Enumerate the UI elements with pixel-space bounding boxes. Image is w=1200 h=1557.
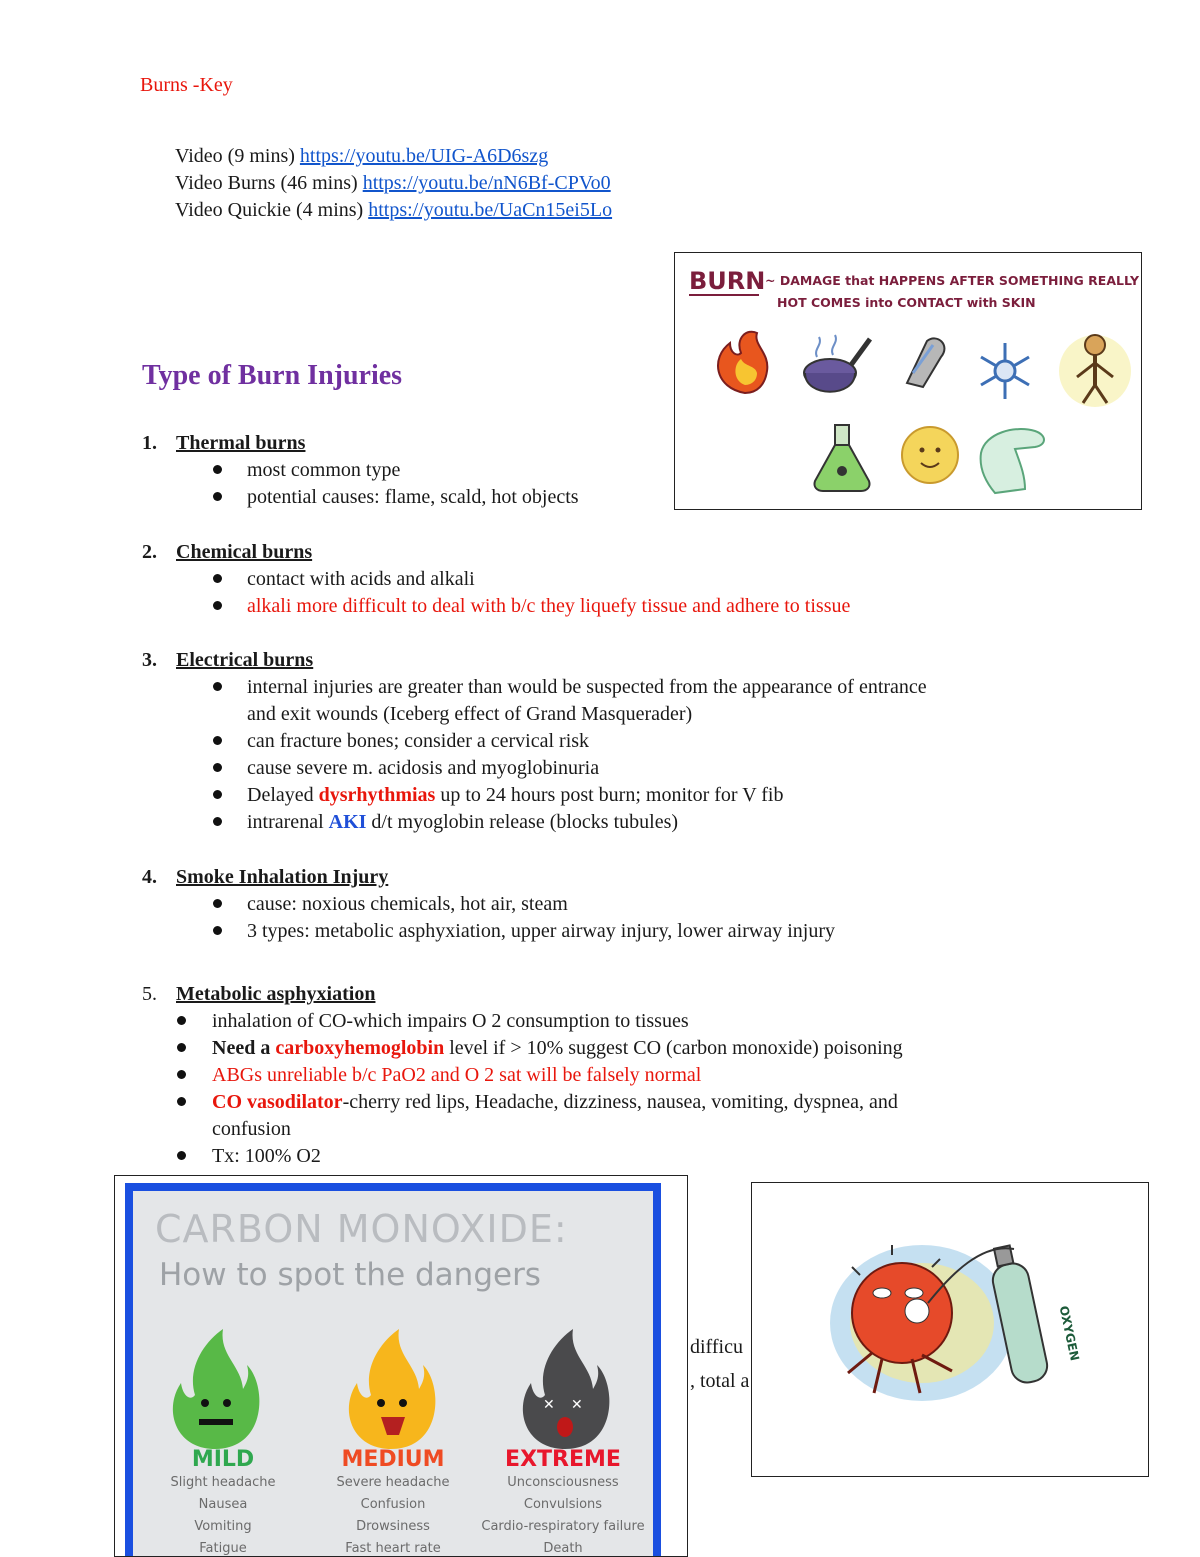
extreme-flame-icon <box>523 1329 610 1449</box>
level-extreme: EXTREME Unconsciousness Convulsions Cardio-respiratory failure Death <box>481 1447 645 1556</box>
bullet-text: can fracture bones; consider a cervical risk <box>247 730 590 752</box>
snowflake-icon <box>981 343 1029 399</box>
bullet-dot <box>177 1043 186 1052</box>
burn-definition-line2: HOT COMES into CONTACT with SKIN <box>777 295 1036 310</box>
burn-illustration-svg <box>675 253 1141 509</box>
electrocuted-person-icon <box>1059 335 1131 407</box>
bullet-text: 3 types: metabolic asphyxiation, upper airway injury, lower airway injury <box>247 920 835 942</box>
bullet-dot <box>213 790 222 799</box>
bullet-text: internal injuries are greater than would be suspected from the appearance of entrance <box>247 676 927 698</box>
sun-icon <box>902 427 958 483</box>
oxygen-tank-label: OXYGEN <box>1056 1304 1082 1363</box>
bullet-dot <box>177 1097 186 1106</box>
bullet-dot <box>213 899 222 908</box>
pan-icon <box>804 335 870 392</box>
bullet-dot <box>213 682 222 691</box>
bullet-text: cause: noxious chemicals, hot air, steam <box>247 893 568 915</box>
video-links <box>175 143 612 224</box>
list-number: 5. <box>142 983 157 1005</box>
oxygen-cartoon <box>751 1182 1149 1477</box>
co-frame <box>125 1183 661 1557</box>
document-title: Burns -Key <box>140 74 233 96</box>
bullet-text-continued: and exit wounds (Iceberg effect of Grand Masquerader) <box>247 703 693 725</box>
highlight-term: carboxyhemoglobin <box>275 1037 445 1059</box>
bullet-text: CO vasodilator-cherry red lips, Headache, dizziness, nausea, vomiting, dyspnea, and <box>212 1091 898 1113</box>
list-title: Metabolic asphyxiation <box>176 983 376 1005</box>
list-title: Chemical burns <box>176 541 313 563</box>
section-heading: Type of Burn Injuries <box>142 360 403 391</box>
svg-text:✕: ✕ <box>571 1397 583 1413</box>
bullet-text: Tx: 100% O2 <box>212 1145 321 1167</box>
video-link[interactable]: https://youtu.be/UIG-A6D6szg <box>299 145 549 167</box>
burn-word: BURN <box>689 267 766 295</box>
bullet-dot <box>177 1016 186 1025</box>
video-link-row: Video Burns (46 mins) https://youtu.be/nN6Bf-CPVo0 <box>175 172 611 194</box>
list-number: 2. <box>142 541 157 563</box>
video-link-row: Video Quickie (4 mins) https://youtu.be/UaCn15ei5Lo <box>175 199 613 221</box>
bullet-text: Delayed dysrhythmias up to 24 hours post burn; monitor for V fib <box>247 784 784 806</box>
bullet-text: most common type <box>247 459 401 481</box>
mild-flame-icon <box>173 1329 260 1449</box>
bullet-dot <box>213 817 222 826</box>
bullet-dot <box>213 492 222 501</box>
bullet-text: alkali more difficult to deal with b/c they liquefy tissue and adhere to tissue <box>247 595 851 617</box>
hand-icon <box>981 429 1044 493</box>
list-title: Thermal burns <box>176 432 306 454</box>
flask-icon <box>814 425 869 491</box>
bullet-text: cause severe m. acidosis and myoglobinuria <box>247 757 600 779</box>
burn-definition-line1: ~ DAMAGE that HAPPENS AFTER SOMETHING REALLY <box>765 273 1140 288</box>
bullet-text: intrarenal AKI d/t myoglobin release (blocks tubules) <box>247 811 679 833</box>
list-number: 1. <box>142 432 157 454</box>
level-mild: MILD Slight headache Nausea Vomiting Fatigue <box>170 1447 276 1556</box>
highlight-term: dysrhythmias <box>318 784 436 806</box>
bullet-dot <box>213 763 222 772</box>
obscured-text: difficu , total a <box>690 1336 750 1392</box>
list-title: Electrical burns <box>176 649 314 671</box>
list-number: 4. <box>142 866 157 888</box>
svg-text:✕: ✕ <box>543 1397 555 1413</box>
bullet-text: contact with acids and alkali <box>247 568 475 590</box>
bullet-text: ABGs unreliable b/c PaO2 and O 2 sat will be falsely normal <box>212 1064 702 1086</box>
iron-icon <box>907 338 944 387</box>
bullet-dot <box>177 1070 186 1079</box>
fire-icon <box>718 332 767 393</box>
co-panel <box>133 1191 653 1557</box>
bullet-dot <box>213 601 222 610</box>
co-subtitle: How to spot the dangers <box>159 1257 541 1293</box>
bullet-dot <box>213 465 222 474</box>
bullet-text: Need a carboxyhemoglobin level if > 10% suggest CO (carbon monoxide) poisoning <box>212 1037 903 1059</box>
bullet-dot <box>213 574 222 583</box>
video-link[interactable]: https://youtu.be/nN6Bf-CPVo0 <box>362 172 611 194</box>
oxygen-cartoon-svg <box>752 1183 1148 1476</box>
bullet-text: inhalation of CO-which impairs O 2 consumption to tissues <box>212 1010 689 1032</box>
bullet-dot <box>177 1151 186 1160</box>
highlight-term: AKI <box>328 811 367 833</box>
list-title: Smoke Inhalation Injury <box>176 866 389 888</box>
video-link[interactable]: https://youtu.be/UaCn15ei5Lo <box>368 199 613 221</box>
video-link-row: Video (9 mins) https://youtu.be/UIG-A6D6szg <box>175 145 549 167</box>
bullet-text-continued: confusion <box>212 1118 291 1140</box>
medium-flame-icon <box>349 1329 436 1449</box>
level-medium: MEDIUM Severe headache Confusion Drowsiness Fast heart rate <box>336 1447 450 1556</box>
highlight-term: CO vasodilator <box>212 1091 343 1113</box>
bullet-text: potential causes: flame, scald, hot objects <box>247 486 579 508</box>
burn-illustration <box>674 252 1142 510</box>
list-number: 3. <box>142 649 157 671</box>
bullet-dot <box>213 736 222 745</box>
co-infographic <box>114 1175 688 1557</box>
bullet-dot <box>213 926 222 935</box>
co-title: CARBON MONOXIDE: <box>155 1207 568 1251</box>
flames-svg <box>133 1299 653 1469</box>
